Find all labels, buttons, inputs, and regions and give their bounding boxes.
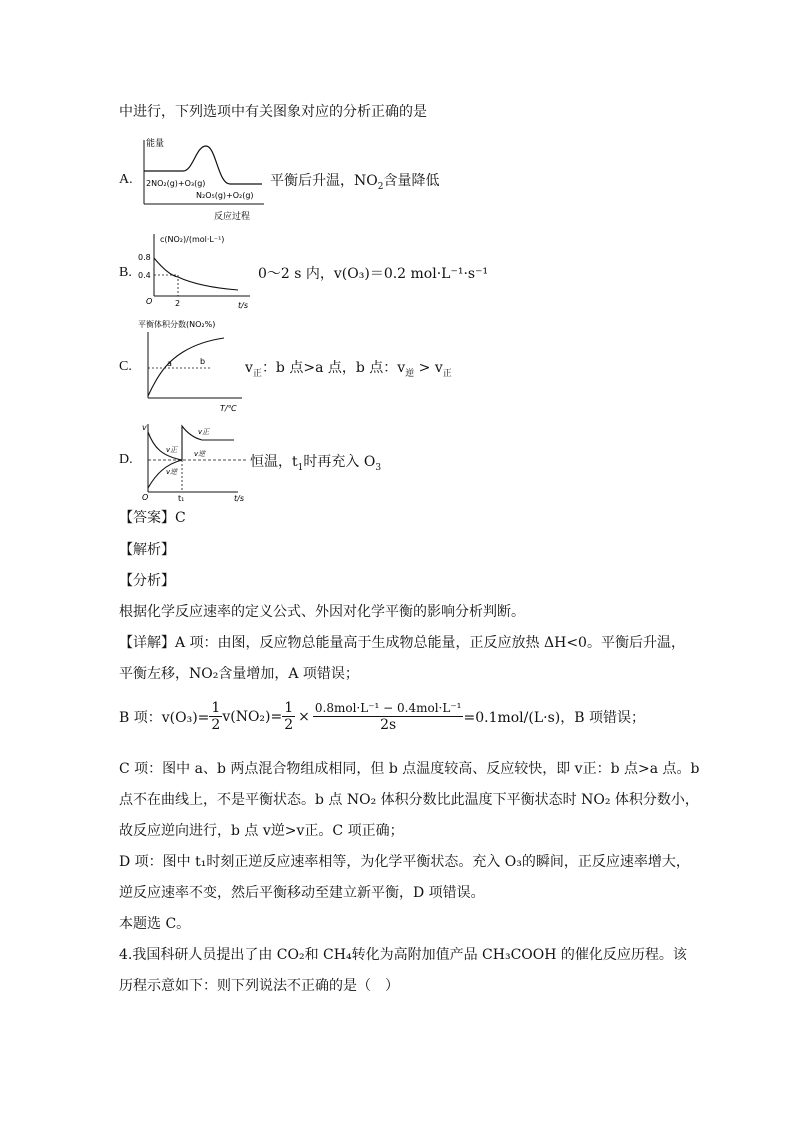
detail-c-line3: 故反应逆向进行，b 点 v逆>v正。C 项正确； (119, 823, 404, 839)
option-d-label-vni-1: v逆 (166, 468, 178, 476)
conclusion: 本题选 C。 (119, 916, 191, 932)
option-a-product-label: N₂O₅(g)+O₂(g) (196, 191, 254, 200)
option-c-letter: C. (119, 359, 132, 374)
option-a-reactant-label: 2NO₂(g)+O₃(g) (146, 179, 206, 188)
option-b-origin: O (146, 297, 153, 306)
option-b-y-label: c(NO₂)/(mol·L⁻¹) (160, 235, 225, 244)
option-d-label-vzheng-1: v正 (166, 446, 178, 454)
fenxi-text: 根据化学反应速率的定义公式、外因对化学平衡的影响分析判断。 (119, 604, 525, 620)
option-b-text: 0～2 s 内，v(O₃)＝0.2 mol·L⁻¹·s⁻¹ (258, 266, 489, 282)
detail-d-line1: D 项：图中 t₁时刻正逆反应速率相等，为化学平衡状态。充入 O₃的瞬间，正反应速率增大， (119, 854, 690, 870)
option-d-text: 恒温，$t_1$时再充入 $O_3$ (250, 454, 382, 473)
option-d-letter: D. (119, 452, 133, 467)
option-a-letter: A. (119, 172, 133, 187)
option-b-tick-08: 0.8 (138, 253, 151, 262)
detail-d-line2: 逆反应速率不变，然后平衡移动至建立新平衡，D 项错误。 (119, 885, 485, 901)
option-d-label-vzheng-2: v正 (198, 428, 210, 436)
option-d-origin: O (142, 493, 149, 502)
option-a-text: 平衡后升温，$NO_2$含量降低 (270, 173, 440, 192)
option-a-energy-graph (138, 136, 268, 224)
option-b-tick-04: 0.4 (138, 271, 151, 280)
option-c-y-label: 平衡体积分数(NO₂%) (138, 320, 216, 329)
option-b-letter: B. (119, 265, 132, 280)
detail-a-line2: 平衡左移，NO₂含量增加，A 项错误； (119, 666, 359, 682)
option-c-point-b: b (200, 357, 206, 366)
detail-c-line2: 点不在曲线上，不是平衡状态。b 点 NO₂ 体积分数比此温度下平衡状态时 NO₂ 体积分数小， (119, 792, 699, 808)
option-c-text: $v_正$：b 点>a 点，b 点：$v_逆 > v_正$ (245, 360, 452, 379)
answer: 【答案】C (119, 510, 186, 526)
option-c-x-label: T/℃ (220, 404, 237, 413)
detail-c-line1: C 项：图中 a、b 两点混合物组成相同，但 b 点温度较高、反应较快，即 v正：b 点>a 点。b (119, 761, 700, 777)
jiexi-heading: 【解析】 (119, 542, 175, 558)
option-d-x-label: t/s (234, 494, 244, 503)
question4-line1: 4.我国科研人员提出了由 CO₂和 CH₄转化为高附加值产品 CH₃COOH 的催化反应历程。该 (119, 947, 687, 963)
option-d-x-tick: t₁ (178, 494, 185, 503)
question-intro: 中进行，下列选项中有关图象对应的分析正确的是 (119, 104, 427, 120)
option-d-label-vni-2: v逆 (194, 450, 206, 458)
fenxi-heading: 【分析】 (119, 573, 175, 589)
question4-line2: 历程示意如下：则下列说法不正确的是（ ） (119, 978, 399, 994)
option-d-y-label: v (142, 423, 147, 432)
detail-b-formula: B 项：v(O₃)= $\frac{1}{2}$ v(NO₂)= $\frac{1}{2}$ × $\frac{\text{0.8mol·L⁻¹ − 0.4mol·L⁻¹}}{2s}$ =0.1mol/(L·s)，B 项错误； (119, 700, 645, 733)
option-b-concentration-graph (138, 230, 258, 312)
option-c-fraction-graph (138, 318, 248, 414)
option-c-point-a: a (167, 359, 172, 368)
detail-a-line1: 【详解】A 项：由图，反应物总能量高于生成物总能量，正反应放热 ΔH<0。平衡后升温， (119, 635, 685, 651)
option-b-x-label: t/s (238, 301, 248, 310)
option-a-y-label: 能量 (146, 139, 165, 149)
option-b-x-tick: 2 (175, 299, 181, 308)
option-d-rate-graph (138, 418, 258, 504)
option-a-x-label: 反应过程 (214, 212, 251, 222)
